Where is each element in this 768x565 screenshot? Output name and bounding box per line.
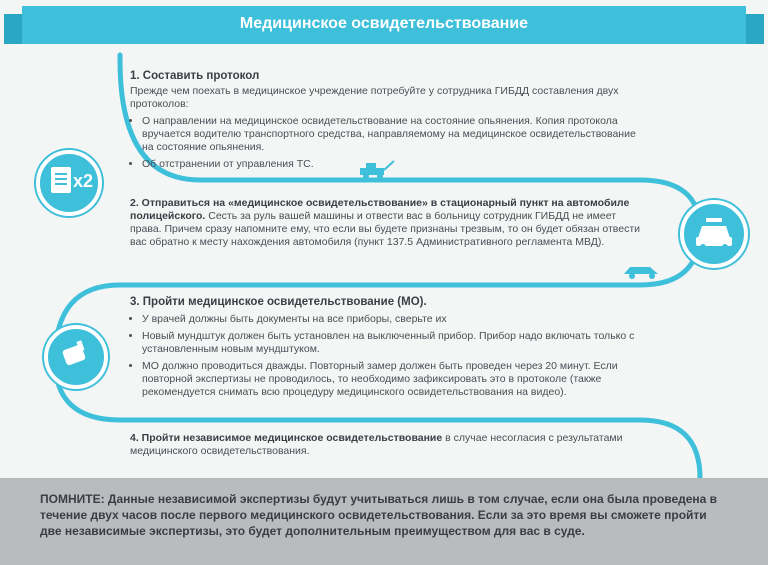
step-3-list <box>130 313 660 399</box>
page-title: Медицинское освидетельствование <box>239 15 529 32</box>
car-icon <box>622 262 662 280</box>
list-item: • У врачей должны быть документы на все приборы, сверьте их <box>142 313 660 326</box>
list-item: • МО должно проводиться дважды. Повторный замер должен быть проведен через 20 минут. Если повторной экспертизы не проводилось, то необходимо зафиксировать это в протоколе (также рекомендуется снимать всю процедуру медицинского освидетельствования на видео). <box>142 360 660 399</box>
step-2-heading: 2. Отправиться на «медицинское освидетельствование» в стационарный пункт на автомобиле полицейского. <box>130 197 630 222</box>
step-2 <box>130 197 650 249</box>
step-3 <box>130 296 660 403</box>
tow-truck-icon <box>358 158 398 180</box>
documents-count: x2 <box>73 171 94 191</box>
documents-icon <box>36 150 102 216</box>
police-car-icon <box>680 200 748 268</box>
step-2-text: Сесть за руль вашей машины и отвести вас в больницу сотрудник ГИБДД не имеет права. Причем сразу напомните ему, что если вы будете признаны трезвым, то он будет обязан отвести вас обратно к месту нахождения автомобиля (пункт 137.5 Административного регламента МВД). <box>130 210 640 248</box>
step-1-heading: 1. Составить протокол <box>130 70 260 82</box>
list-item: • Об отстранении от управления ТС. <box>142 158 650 171</box>
reminder-panel <box>0 478 768 565</box>
list-item: • О направлении на медицинское освидетельствование на состояние опьянения. Копия протокола вручается водителю транспортного средства, направляемому на медицинское освидетельствование на состояние опьянения. <box>142 115 650 154</box>
reminder-text: ПОМНИТЕ: Данные независимой экспертизы будут учитываться лишь в том случае, если она была проведена в течение двух часов после первого медицинского освидетельствования. Если за это время вы сможете пройти две независимые экспертизы, это будет дополнительным преимуществом для вас в суде. <box>40 492 718 538</box>
step-1-intro: Прежде чем поехать в медицинское учреждение потребуйте у сотрудника ГИБДД составления двух протоколов: <box>130 85 619 110</box>
step-4 <box>130 432 650 458</box>
title-banner <box>22 6 746 44</box>
list-item: • Новый мундштук должен быть установлен на выключенный прибор. Прибор надо включать только с установленным новым мундштуком. <box>142 330 660 356</box>
step-4-text: в случае несогласия с результатами медицинского освидетельствования. <box>130 432 623 457</box>
step-3-heading: 3. Пройти медицинское освидетельствование (МО). <box>130 296 427 308</box>
breathalyzer-icon <box>44 325 108 389</box>
step-4-heading: 4. Пройти независимое медицинское освидетельствование <box>130 432 443 444</box>
